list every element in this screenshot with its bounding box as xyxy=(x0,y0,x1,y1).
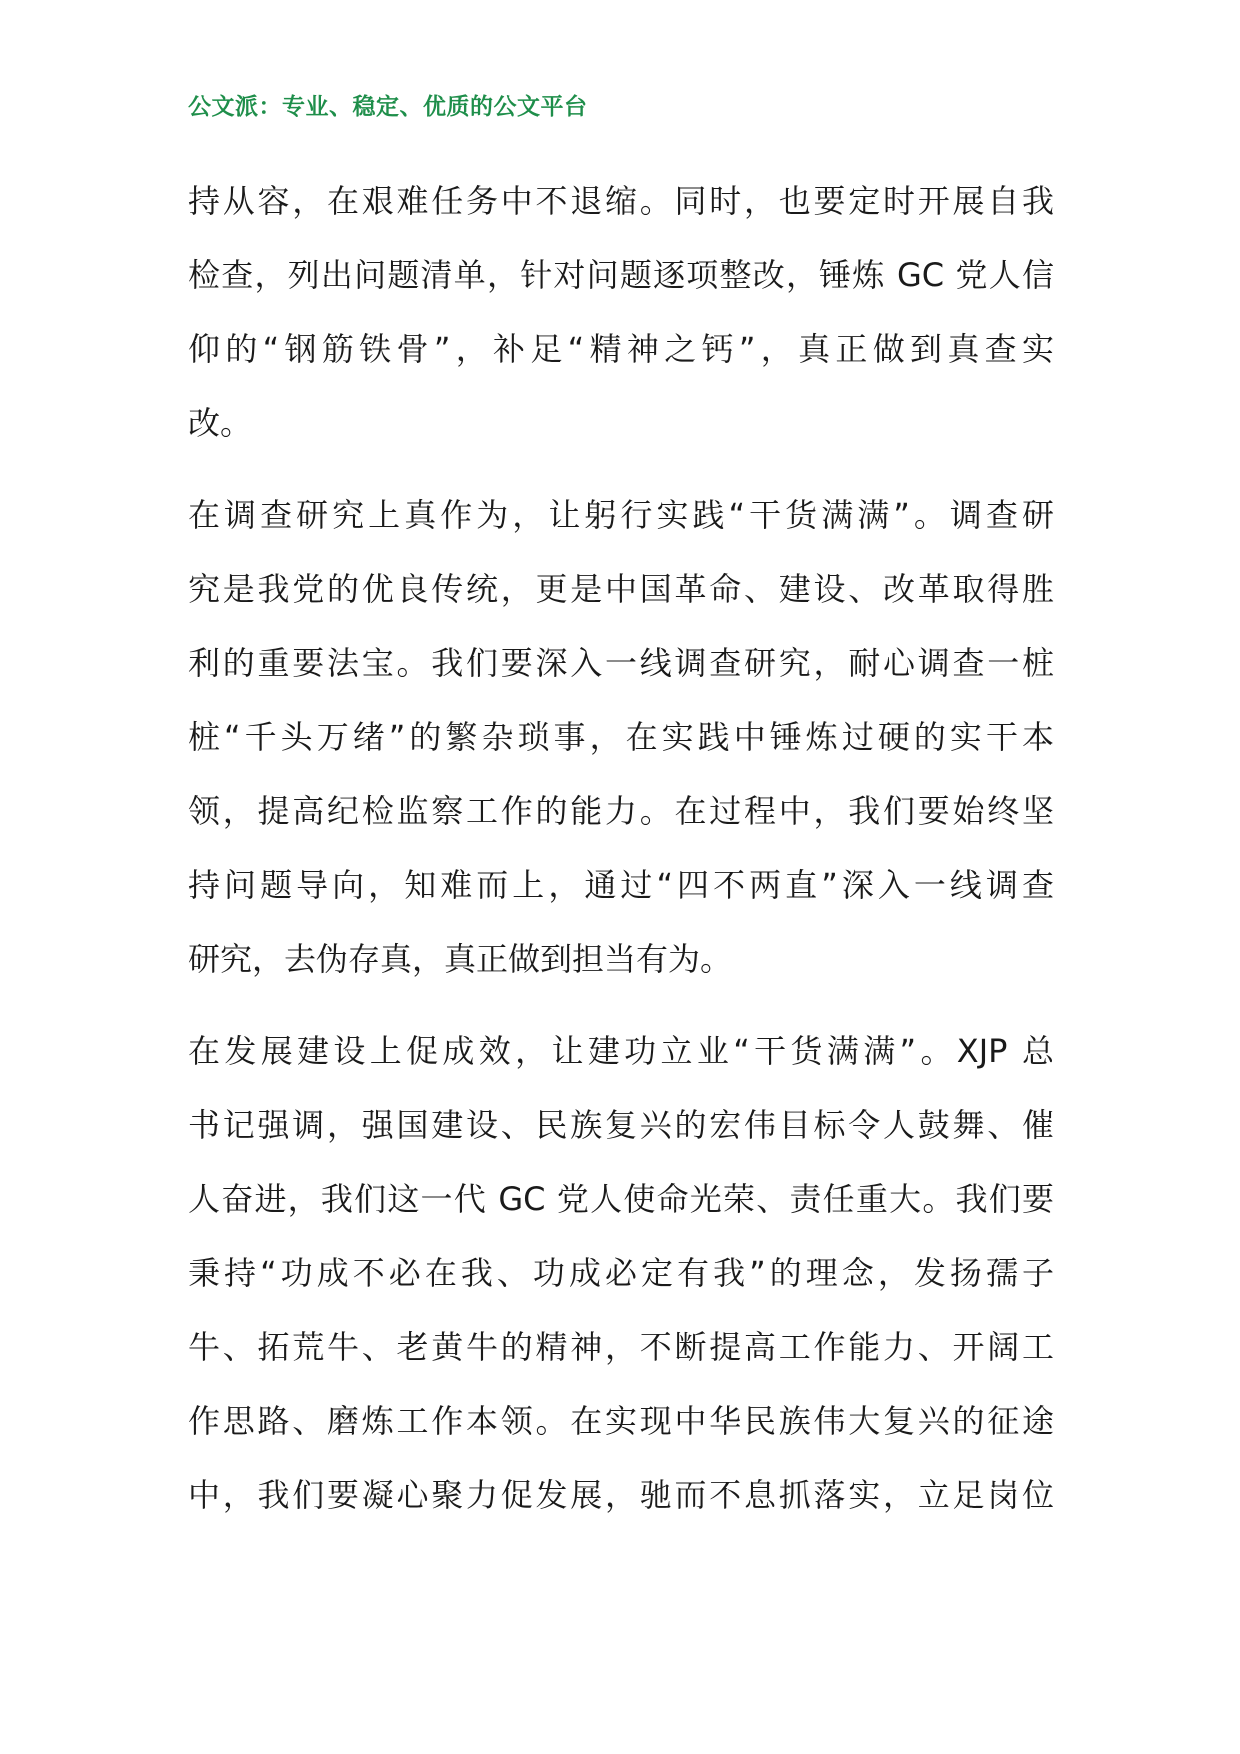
paragraph-gap xyxy=(188,996,1054,1014)
text-line: 中，我们要凝心聚力促发展，驰而不息抓落实，立足岗位 xyxy=(188,1476,1054,1514)
text-line: 人奋进，我们这一代 GC 党人使命光荣、责任重大。我们要 xyxy=(188,1180,1054,1218)
text-line: 作思路、磨炼工作本领。在实现中华民族伟大复兴的征途 xyxy=(188,1402,1054,1440)
page-header: 公文派：专业、稳定、优质的公文平台 xyxy=(188,93,588,120)
text-line: 书记强调，强国建设、民族复兴的宏伟目标令人鼓舞、催 xyxy=(188,1106,1054,1144)
text-line: 研究，去伪存真，真正做到担当有为。 xyxy=(188,940,733,978)
body-text xyxy=(188,164,1054,1532)
paragraph-gap xyxy=(188,460,1054,478)
text-line: 桩“千头万绪”的繁杂琐事，在实践中锤炼过硬的实干本 xyxy=(188,718,1054,756)
text-line: 在调查研究上真作为，让躬行实践“干货满满”。调查研 xyxy=(188,496,1054,534)
text-line: 检查，列出问题清单，针对问题逐项整改，锤炼 GC 党人信 xyxy=(188,256,1054,294)
text-line: 持问题导向，知难而上，通过“四不两直”深入一线调查 xyxy=(188,866,1054,904)
text-line: 牛、拓荒牛、老黄牛的精神，不断提高工作能力、开阔工 xyxy=(188,1328,1054,1366)
paragraph-1 xyxy=(188,164,1054,460)
text-line: 改。 xyxy=(188,404,253,442)
paragraph-2 xyxy=(188,478,1054,996)
text-line: 仰的“钢筋铁骨”，补足“精神之钙”，真正做到真查实 xyxy=(188,330,1054,368)
text-line: 领，提高纪检监察工作的能力。在过程中，我们要始终坚 xyxy=(188,792,1054,830)
paragraph-3 xyxy=(188,1014,1054,1532)
text-line: 利的重要法宝。我们要深入一线调查研究，耐心调查一桩 xyxy=(188,644,1054,682)
text-line: 究是我党的优良传统，更是中国革命、建设、改革取得胜 xyxy=(188,570,1054,608)
text-line: 持从容，在艰难任务中不退缩。同时，也要定时开展自我 xyxy=(188,182,1054,220)
text-line: 秉持“功成不必在我、功成必定有我”的理念，发扬孺子 xyxy=(188,1254,1054,1292)
text-line: 在发展建设上促成效，让建功立业“干货满满”。XJP 总 xyxy=(188,1032,1054,1070)
